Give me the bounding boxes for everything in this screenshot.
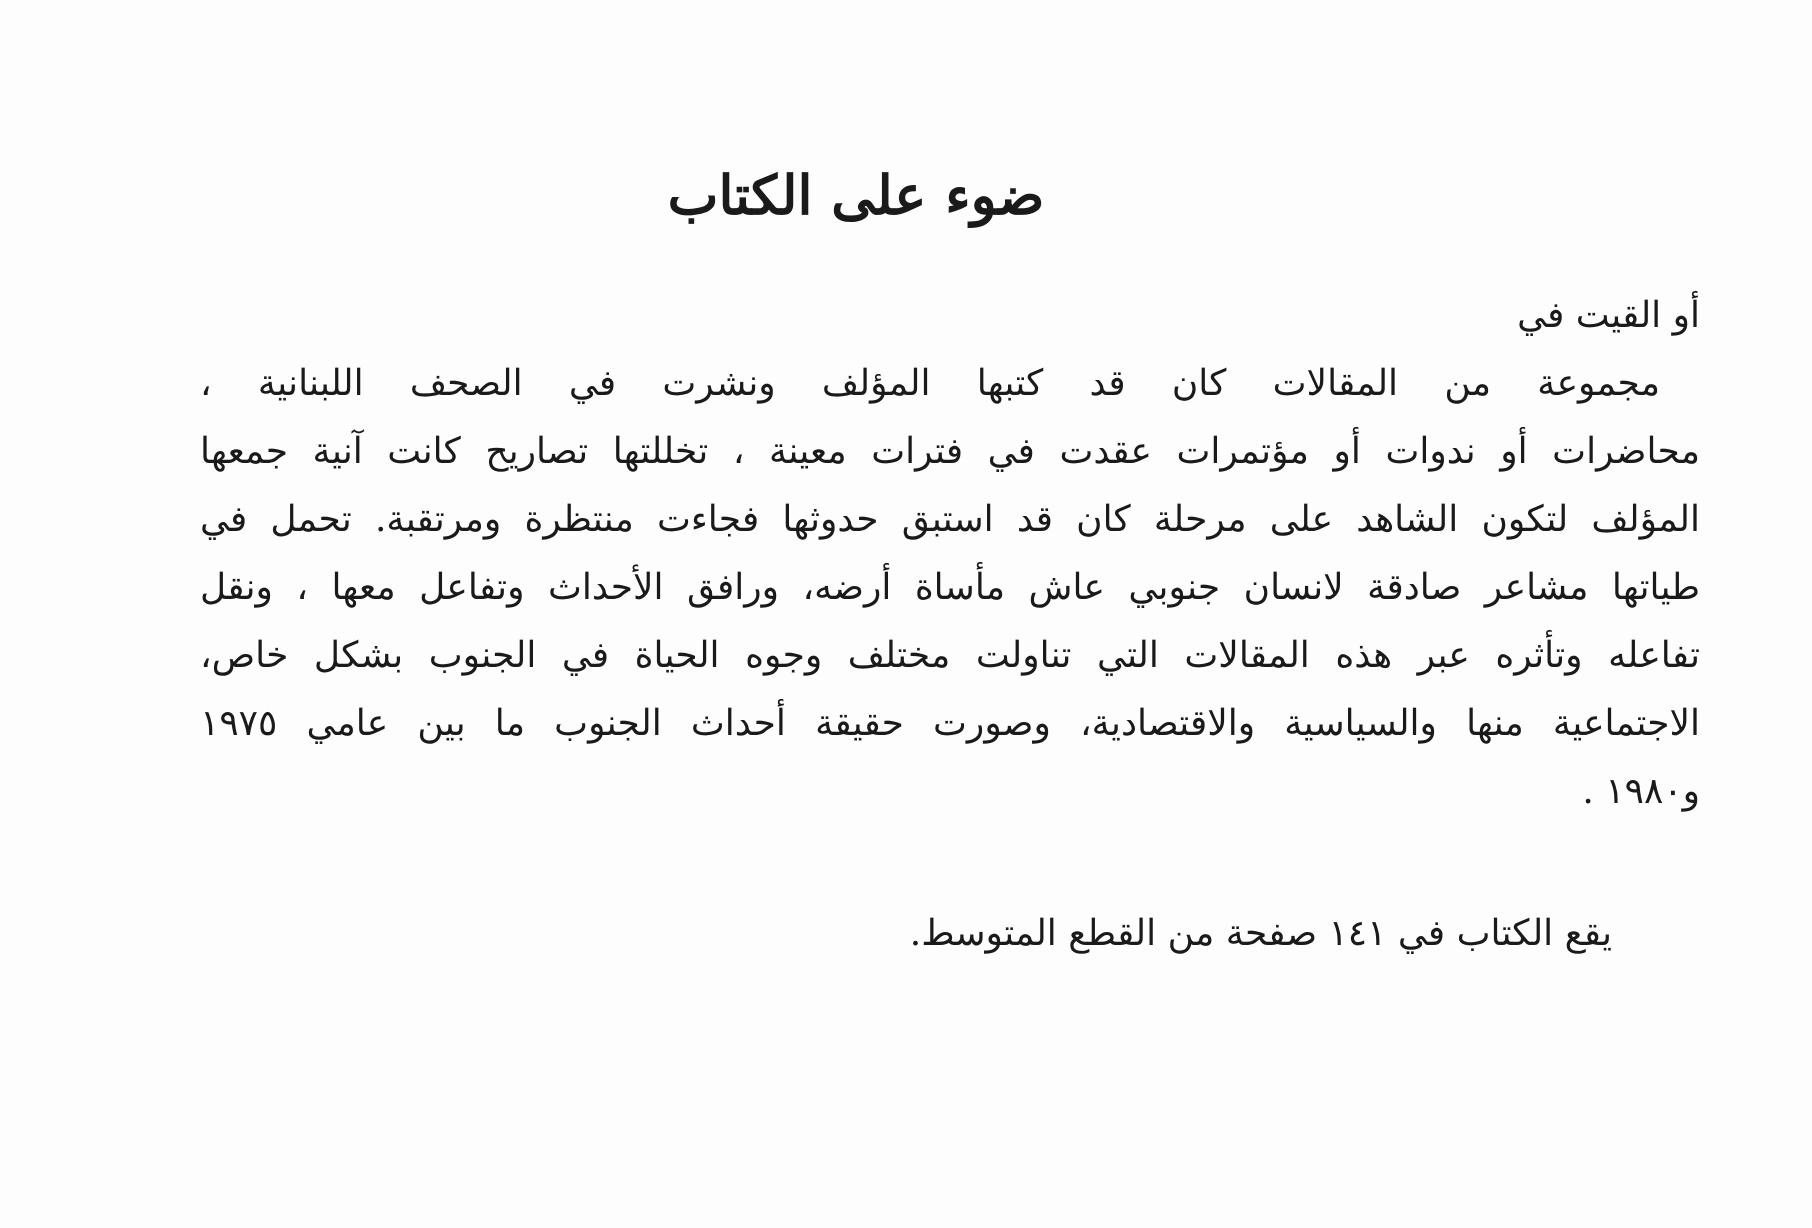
page-count-note: يقع الكتاب في ١٤١ صفحة من القطع المتوسط. [909,913,1612,954]
paragraph-line: الاجتماعية منها والسياسية والاقتصادية، وصورت حقيقة أحداث الجنوب ما بين عامي ١٩٧٥ [200,703,1700,744]
paragraph-line: مجموعة من المقالات كان قد كتبها المؤلف ونشرت في الصحف اللبنانية ، [200,363,1660,404]
paragraph-line: و١٩٨٠ . [1582,771,1700,812]
page-title: ضوء على الكتاب [667,163,1045,227]
paragraph-line: أو القيت في [1517,295,1700,336]
book-description [200,282,1700,826]
paragraph-line: تفاعله وتأثره عبر هذه المقالات التي تناولت مختلف وجوه الحياة في الجنوب بشكل خاص، [200,635,1700,676]
paragraph-line: طياتها مشاعر صادقة لانسان جنوبي عاش مأساة أرضه، ورافق الأحداث وتفاعل معها ، ونقل [200,567,1700,608]
paragraph-line: المؤلف لتكون الشاهد على مرحلة كان قد استبق حدوثها فجاءت منتظرة ومرتقبة. تحمل في [200,499,1700,540]
paragraph-line: محاضرات أو ندوات أو مؤتمرات عقدت في فترات معينة ، تخللتها تصاريح كانت آنية جمعها [200,431,1700,472]
